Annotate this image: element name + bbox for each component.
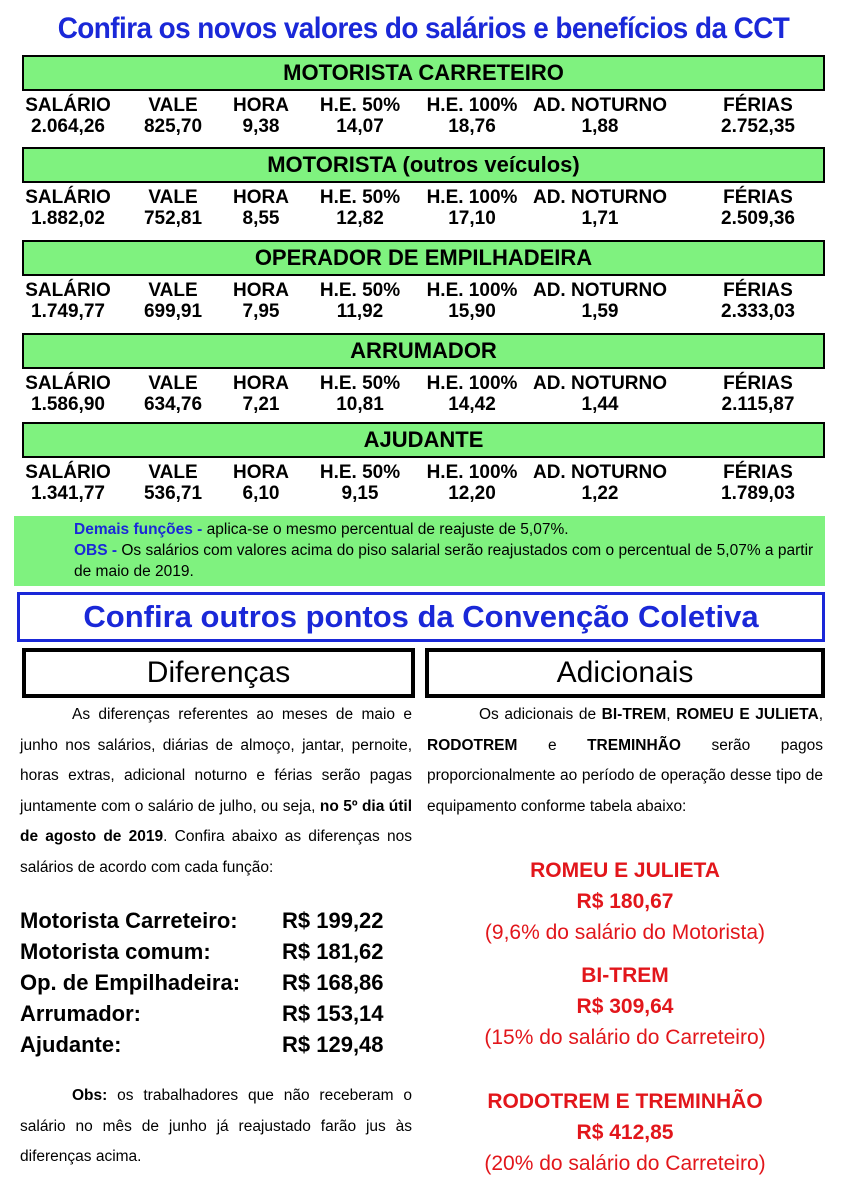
list-item: Ajudante: R$ 129,48 (20, 1032, 384, 1057)
col-hora: HORA 7,95 (233, 280, 289, 322)
col-ad-noturno: AD. NOTURNO 1,44 (532, 373, 668, 415)
role-block-motorista-carreteiro (22, 55, 825, 145)
diferencas-paragraph: As diferenças referentes ao meses de maio e junho nos salários, diárias de almoço, jantar, pernoite, horas extras, adicional noturno e férias serão pagas juntamente com o salário de julho, ou seja, no 5º dia útil de agosto de 2019. Confira abaixo as diferenças nos salários de acordo com cada função: (20, 706, 413, 876)
diferencas-list (20, 905, 420, 1060)
col-he100: H.E. 100% 14,42 (426, 373, 518, 415)
col-he100: H.E. 100% 15,90 (426, 280, 518, 322)
col-ferias: FÉRIAS 2.752,35 (721, 95, 795, 137)
col-he100: H.E. 100% 12,20 (426, 462, 518, 504)
role-block-ajudante (22, 422, 825, 512)
col-he50: H.E. 50% 10,81 (319, 373, 401, 415)
section-title: Confira outros pontos da Convenção Coletiva (17, 592, 825, 642)
col-he50: H.E. 50% 9,15 (319, 462, 401, 504)
list-item: Arrumador: R$ 153,14 (20, 1001, 384, 1026)
adicional-bi-trem: BI-TREM R$ 309,64 (15% do salário do Carreteiro) (484, 964, 766, 1049)
page-title: Confira os novos valores do salários e benefícios da CCT (57, 12, 790, 45)
col-he100: H.E. 100% 17,10 (426, 187, 518, 229)
role-values (22, 91, 825, 145)
demais-funcoes-note: Demais funções - aplica-se o mesmo percentual de reajuste de 5,07%. (74, 521, 569, 538)
col-he50: H.E. 50% 12,82 (319, 187, 401, 229)
col-ad-noturno: AD. NOTURNO 1,88 (532, 95, 668, 137)
obs-note: OBS - Os salários com valores acima do piso salarial serão reajustados com o percentual de 5,07% a partir de maio de 2019. (74, 542, 814, 580)
role-block-arrumador (22, 333, 825, 423)
role-values (22, 458, 825, 512)
role-values (22, 276, 825, 330)
col-ferias: FÉRIAS 2.509,36 (721, 187, 795, 229)
col-salario: SALÁRIO 1.749,77 (25, 280, 111, 322)
list-item: Motorista Carreteiro: R$ 199,22 (20, 908, 384, 933)
col-salario: SALÁRIO 1.882,02 (25, 187, 111, 229)
col-ad-noturno: AD. NOTURNO 1,22 (532, 462, 668, 504)
role-header: ARRUMADOR (22, 333, 825, 369)
col-he50: H.E. 50% 14,07 (319, 95, 401, 137)
adicionais-paragraph: Os adicionais de BI-TREM, ROMEU E JULIETA, RODOTREM e TREMINHÃO serão pagos proporcionalmente ao período de operação desse tipo de equipamento conforme tabela abaixo: (427, 706, 823, 815)
role-block-motorista-outros (22, 147, 825, 237)
list-item: Op. de Empilhadeira: R$ 168,86 (20, 970, 384, 995)
diferencas-title: Diferenças (22, 648, 415, 698)
col-vale: VALE 634,76 (143, 373, 203, 415)
diferencas-obs: Obs: os trabalhadores que não receberam o salário no mês de junho já reajustado farão jus às diferenças acima. (20, 1087, 412, 1165)
role-header: OPERADOR DE EMPILHADEIRA (22, 240, 825, 276)
col-ferias: FÉRIAS 1.789,03 (721, 462, 795, 504)
col-ferias: FÉRIAS 2.115,87 (721, 373, 795, 415)
col-ad-noturno: AD. NOTURNO 1,59 (532, 280, 668, 322)
col-vale: VALE 752,81 (143, 187, 203, 229)
col-vale: VALE 699,91 (143, 280, 203, 322)
col-hora: HORA 6,10 (233, 462, 289, 504)
role-values (22, 369, 825, 423)
adicional-romeu-julieta: ROMEU E JULIETA R$ 180,67 (9,6% do salário do Motorista) (484, 859, 766, 944)
col-hora: HORA 9,38 (233, 95, 289, 137)
col-vale: VALE 825,70 (143, 95, 203, 137)
adicional-rodotrem-treminhao: RODOTREM E TREMINHÃO R$ 412,85 (20% do salário do Carreteiro) (484, 1090, 766, 1175)
col-salario: SALÁRIO 1.586,90 (25, 373, 111, 415)
adicionais-title: Adicionais (425, 648, 825, 698)
col-he100: H.E. 100% 18,76 (426, 95, 518, 137)
col-salario: SALÁRIO 1.341,77 (25, 462, 111, 504)
col-he50: H.E. 50% 11,92 (319, 280, 401, 322)
role-header: MOTORISTA CARRETEIRO (22, 55, 825, 91)
col-vale: VALE 536,71 (143, 462, 203, 504)
list-item: Motorista comum: R$ 181,62 (20, 939, 384, 964)
role-block-operador-empilhadeira (22, 240, 825, 330)
col-hora: HORA 7,21 (233, 373, 289, 415)
col-salario: SALÁRIO 2.064,26 (25, 95, 111, 137)
notes-box (14, 516, 825, 586)
role-header: AJUDANTE (22, 422, 825, 458)
col-ad-noturno: AD. NOTURNO 1,71 (532, 187, 668, 229)
col-ferias: FÉRIAS 2.333,03 (721, 280, 795, 322)
role-values (22, 183, 825, 237)
col-hora: HORA 8,55 (233, 187, 289, 229)
role-header: MOTORISTA (outros veículos) (22, 147, 825, 183)
